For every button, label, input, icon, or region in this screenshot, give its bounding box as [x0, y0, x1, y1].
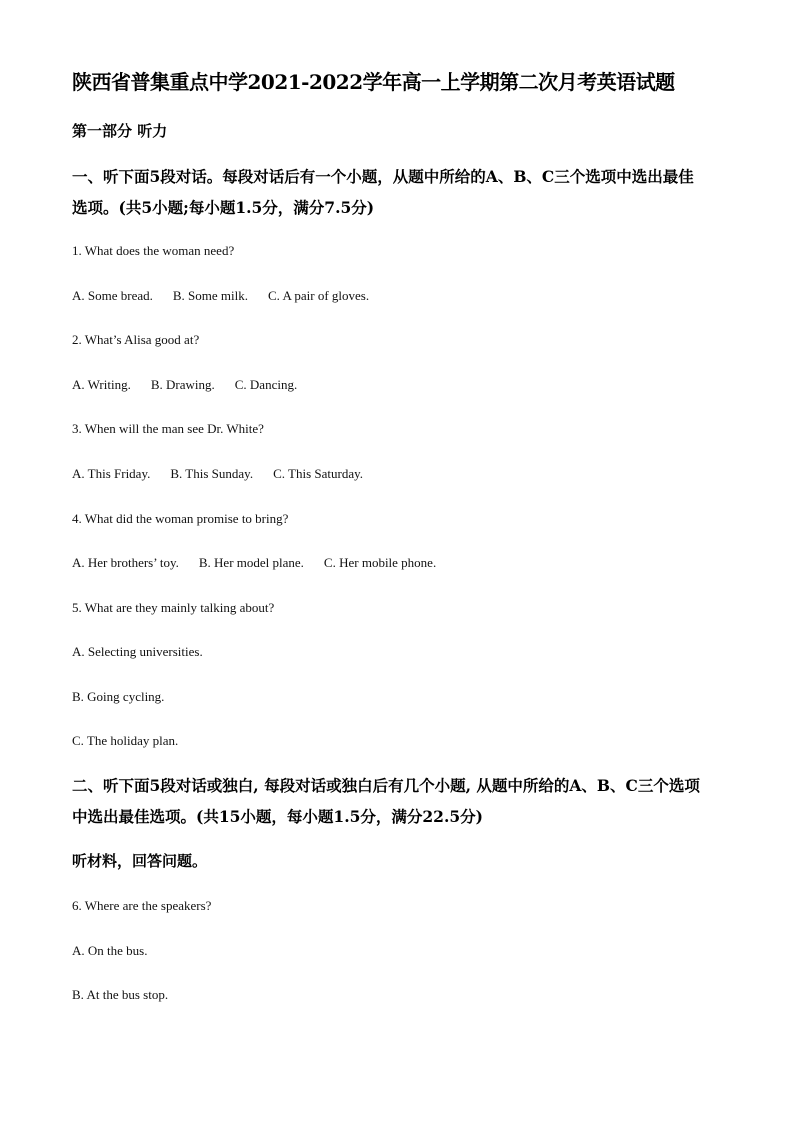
- question-5: 5. What are they mainly talking about?: [72, 600, 275, 615]
- option-b: B. Her model plane.: [198, 555, 304, 570]
- question-2-options: [72, 376, 297, 394]
- option-c: C. A pair of gloves.: [268, 288, 370, 303]
- part-heading: 第一部分 听力: [72, 122, 168, 140]
- section-2-heading-line-2: 中选出最佳选项。(共15小题，每小题1.5分，满分22.5分): [72, 807, 483, 826]
- option-a: A. Some bread.: [72, 288, 153, 303]
- question-3: 3. When will the man see Dr. White?: [72, 421, 264, 436]
- section-2-heading-line-1: 二、听下面5段对话或独白, 每段对话或独白后有几个小题, 从题中所给的A、B、C三个选项: [72, 776, 700, 795]
- section-1-heading-line-1: 一、听下面5段对话。每段对话后有一个小题，从题中所给的A、B、C三个选项中选出最佳: [72, 167, 694, 186]
- option-b: B. Drawing.: [150, 377, 215, 392]
- question-1-options: [72, 287, 369, 305]
- question-6: 6. Where are the speakers?: [72, 898, 212, 913]
- material-heading: 听材料，回答问题。: [72, 852, 208, 870]
- option-a: A. Writing.: [72, 377, 131, 392]
- question-6-option-b: B. At the bus stop.: [72, 987, 169, 1002]
- option-a: A. This Friday.: [72, 466, 151, 481]
- question-5-option-a: A. Selecting universities.: [72, 644, 203, 659]
- question-4: 4. What did the woman promise to bring?: [72, 511, 289, 526]
- option-b: B. Some milk.: [172, 288, 248, 303]
- question-1: 1. What does the woman need?: [72, 243, 235, 258]
- section-1-heading: [72, 161, 732, 223]
- option-c: C. Her mobile phone.: [323, 555, 437, 570]
- question-6-option-a: A. On the bus.: [72, 943, 148, 958]
- question-2: 2. What’s Alisa good at?: [72, 332, 200, 347]
- question-5-option-c: C. The holiday plan.: [72, 733, 179, 748]
- question-3-options: [72, 465, 363, 483]
- option-a: A. Her brothers’ toy.: [72, 555, 179, 570]
- page-title: 陕西省普集重点中学2021-2022学年高一上学期第二次月考英语试题: [72, 70, 675, 94]
- section-2-heading: [72, 770, 732, 832]
- option-b: B. This Sunday.: [170, 466, 254, 481]
- option-c: C. Dancing.: [234, 377, 298, 392]
- section-1-heading-line-2: 选项。(共5小题;每小题1.5分，满分7.5分): [72, 198, 375, 217]
- question-4-options: [72, 554, 436, 572]
- option-c: C. This Saturday.: [273, 466, 364, 481]
- question-5-option-b: B. Going cycling.: [72, 689, 165, 704]
